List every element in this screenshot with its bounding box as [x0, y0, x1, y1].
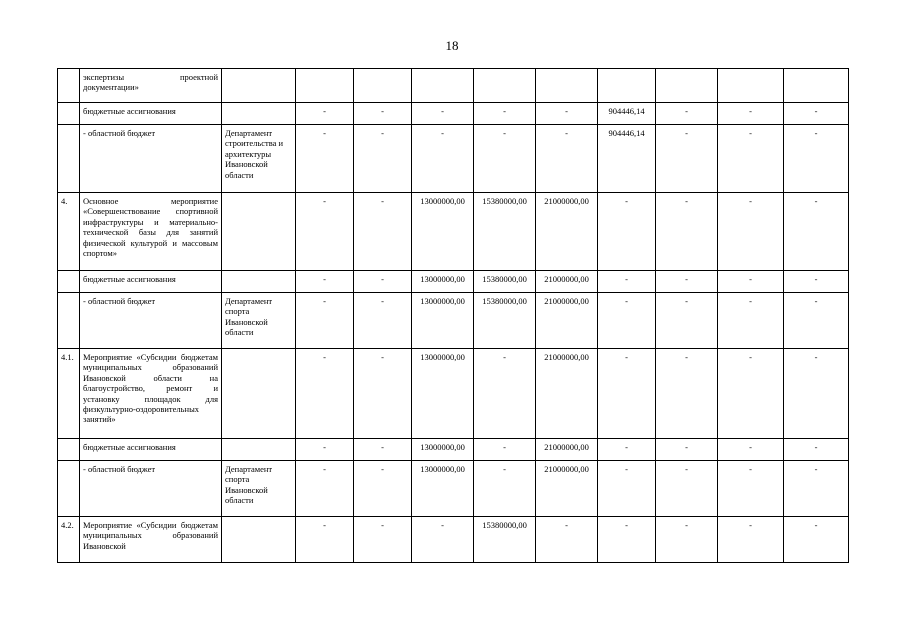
value-cell: 13000000,00 [412, 293, 474, 349]
value-cell [784, 69, 849, 103]
value-cell: - [656, 193, 718, 271]
value-cell: - [296, 271, 354, 293]
value-cell: - [296, 349, 354, 439]
row-number-cell [58, 439, 80, 461]
value-cell: 13000000,00 [412, 193, 474, 271]
activity-name-cell: бюджетные ассигнования [80, 271, 222, 293]
value-cell: 13000000,00 [412, 271, 474, 293]
value-cell: 15380000,00 [474, 517, 536, 563]
value-cell: - [718, 461, 784, 517]
activity-name-cell: - областной бюджет [80, 293, 222, 349]
value-cell: - [718, 517, 784, 563]
value-cell: 15380000,00 [474, 193, 536, 271]
value-cell: - [784, 125, 849, 193]
value-cell [412, 69, 474, 103]
activity-name-cell: Мероприятие «Субсидии бюджетам муниципальных образований Ивановской [80, 517, 222, 563]
value-cell: - [598, 271, 656, 293]
value-cell: - [354, 193, 412, 271]
value-cell: - [412, 125, 474, 193]
value-cell: 21000000,00 [536, 293, 598, 349]
value-cell: - [598, 193, 656, 271]
value-cell: - [536, 103, 598, 125]
value-cell: - [536, 517, 598, 563]
value-cell: - [598, 293, 656, 349]
value-cell: - [784, 293, 849, 349]
value-cell: 21000000,00 [536, 193, 598, 271]
activity-name-cell: - областной бюджет [80, 125, 222, 193]
value-cell: 15380000,00 [474, 271, 536, 293]
value-cell [296, 69, 354, 103]
value-cell: - [536, 125, 598, 193]
value-cell: - [474, 349, 536, 439]
value-cell: - [656, 125, 718, 193]
value-cell: - [412, 517, 474, 563]
value-cell: - [354, 461, 412, 517]
value-cell: 21000000,00 [536, 349, 598, 439]
value-cell: - [296, 293, 354, 349]
value-cell: - [354, 439, 412, 461]
value-cell: - [598, 439, 656, 461]
value-cell: - [784, 349, 849, 439]
responsible-cell [222, 271, 296, 293]
responsible-cell [222, 517, 296, 563]
value-cell: - [656, 293, 718, 349]
value-cell: - [784, 517, 849, 563]
value-cell: 13000000,00 [412, 349, 474, 439]
table-row [58, 103, 849, 125]
table-row [58, 271, 849, 293]
budget-table [57, 68, 849, 563]
value-cell: - [784, 193, 849, 271]
value-cell: - [718, 349, 784, 439]
responsible-cell [222, 439, 296, 461]
value-cell: - [718, 103, 784, 125]
table-row [58, 125, 849, 193]
table-row [58, 293, 849, 349]
value-cell: 21000000,00 [536, 439, 598, 461]
value-cell: - [656, 349, 718, 439]
responsible-cell: Департамент спорта Ивановской области [222, 461, 296, 517]
value-cell: - [784, 439, 849, 461]
value-cell [598, 69, 656, 103]
value-cell: - [296, 125, 354, 193]
value-cell: - [474, 461, 536, 517]
value-cell: - [656, 271, 718, 293]
value-cell: 904446,14 [598, 125, 656, 193]
value-cell: - [296, 461, 354, 517]
row-number-cell [58, 271, 80, 293]
value-cell: - [718, 293, 784, 349]
value-cell: - [412, 103, 474, 125]
value-cell: - [656, 439, 718, 461]
value-cell: - [296, 193, 354, 271]
responsible-cell [222, 349, 296, 439]
value-cell: 13000000,00 [412, 439, 474, 461]
row-number-cell: 4. [58, 193, 80, 271]
responsible-cell [222, 193, 296, 271]
value-cell: - [718, 439, 784, 461]
value-cell: 904446,14 [598, 103, 656, 125]
responsible-cell [222, 103, 296, 125]
value-cell: - [784, 271, 849, 293]
value-cell: - [656, 103, 718, 125]
value-cell: 21000000,00 [536, 271, 598, 293]
row-number-cell [58, 461, 80, 517]
value-cell: - [474, 103, 536, 125]
value-cell: - [718, 271, 784, 293]
activity-name-cell: бюджетные ассигнования [80, 103, 222, 125]
value-cell: - [656, 461, 718, 517]
row-number-cell [58, 293, 80, 349]
value-cell: - [354, 125, 412, 193]
activity-name-cell: - областной бюджет [80, 461, 222, 517]
page-number: 18 [445, 38, 459, 53]
table-row [58, 193, 849, 271]
value-cell [718, 69, 784, 103]
table-row [58, 517, 849, 563]
value-cell: 21000000,00 [536, 461, 598, 517]
value-cell: - [296, 439, 354, 461]
value-cell: 15380000,00 [474, 293, 536, 349]
responsible-cell [222, 69, 296, 103]
activity-name-cell: экспертизы проектной документации» [80, 69, 222, 103]
row-number-cell [58, 103, 80, 125]
value-cell: - [598, 349, 656, 439]
table-row [58, 461, 849, 517]
value-cell [656, 69, 718, 103]
row-number-cell [58, 69, 80, 103]
value-cell: - [598, 461, 656, 517]
activity-name-cell: Мероприятие «Субсидии бюджетам муниципальных образований Ивановской области на благоустройство, ремонт и установку площадок для физкультурно-оздоровительных занятий» [80, 349, 222, 439]
row-number-cell [58, 125, 80, 193]
value-cell: - [296, 103, 354, 125]
activity-name-cell: бюджетные ассигнования [80, 439, 222, 461]
value-cell: - [656, 517, 718, 563]
value-cell: - [354, 349, 412, 439]
value-cell: - [598, 517, 656, 563]
value-cell: - [354, 517, 412, 563]
value-cell [354, 69, 412, 103]
value-cell: - [718, 193, 784, 271]
value-cell: - [784, 461, 849, 517]
value-cell: 13000000,00 [412, 461, 474, 517]
value-cell: - [474, 439, 536, 461]
value-cell: - [474, 125, 536, 193]
value-cell: - [354, 103, 412, 125]
table-row [58, 439, 849, 461]
responsible-cell: Департамент спорта Ивановской области [222, 293, 296, 349]
value-cell: - [296, 517, 354, 563]
row-number-cell: 4.1. [58, 349, 80, 439]
value-cell: - [718, 125, 784, 193]
value-cell [474, 69, 536, 103]
table-row [58, 349, 849, 439]
value-cell: - [784, 103, 849, 125]
table-row [58, 69, 849, 103]
value-cell: - [354, 293, 412, 349]
value-cell [536, 69, 598, 103]
row-number-cell: 4.2. [58, 517, 80, 563]
responsible-cell: Департамент строительства и архитектуры Ивановской области [222, 125, 296, 193]
value-cell: - [354, 271, 412, 293]
activity-name-cell: Основное мероприятие «Совершенствование спортивной инфраструктуры и материально-технической базы для занятий физической культурой и массовым спортом» [80, 193, 222, 271]
